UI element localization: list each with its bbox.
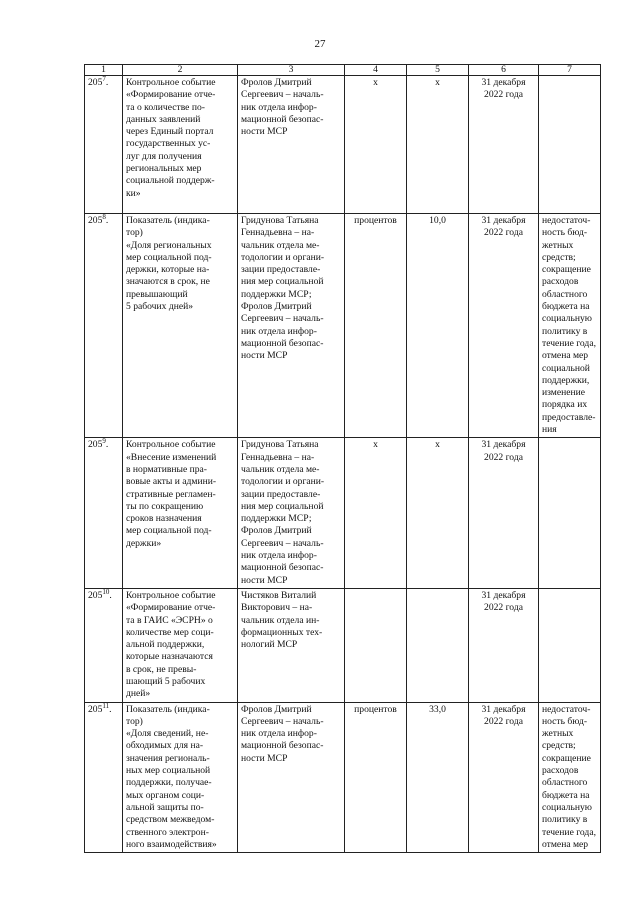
column-header: 3 <box>238 65 345 76</box>
deadline-cell-line: 31 декабря <box>481 589 526 601</box>
table-row <box>85 588 601 702</box>
responsible-person-line: Геннадьевна – на- <box>241 451 315 463</box>
event-description-line: Контрольное событие <box>126 77 216 88</box>
responsible-person-line: ности МСР <box>241 126 288 138</box>
responsible-person <box>238 214 345 438</box>
responsible-person-line: Чистяков Виталий <box>241 589 317 601</box>
event-description-line: Контрольное событие <box>126 589 216 601</box>
event-description-line: «Формирование отче- <box>126 602 216 614</box>
risk-cell-line: расходов <box>542 765 579 777</box>
risk-cell-line: средств; <box>542 251 576 263</box>
event-description-line: количестве мер соци- <box>126 626 214 638</box>
column-header: 4 <box>345 65 407 76</box>
event-description-line: «Формирование отче- <box>126 89 216 101</box>
risk-cell-line: предоставле- <box>542 411 596 423</box>
risk-cell-line: социальную <box>542 801 592 813</box>
event-description <box>123 588 238 702</box>
event-description-line: региональных мер <box>126 163 202 175</box>
event-description-line: «Доля региональных <box>126 239 212 251</box>
risk-cell-line: порядка их <box>542 399 588 411</box>
responsible-person-line: ния мер социальной <box>241 276 324 288</box>
row-number-dot: . <box>105 439 109 451</box>
responsible-person-line: тодологии и органи- <box>241 251 325 263</box>
responsible-person-line: ния мер социальной <box>241 500 324 512</box>
event-description-line: стративные регламен- <box>126 488 216 500</box>
risk-cell <box>539 702 601 853</box>
event-description-line: ки» <box>126 187 141 199</box>
deadline-cell-line: 2022 года <box>484 227 523 239</box>
event-description-line: шающий 5 рабочих <box>126 675 206 687</box>
risk-cell-line: политику в <box>542 814 588 826</box>
unit-cell: процентов <box>345 702 407 853</box>
event-description-line: мер социальной под- <box>126 251 212 263</box>
event-description-line: обходимых для на- <box>126 740 204 752</box>
row-number-dot: . <box>109 703 112 715</box>
row-number <box>85 702 123 853</box>
row-number-main: 205 <box>88 439 103 451</box>
row-number-superscript: 10 <box>102 588 110 596</box>
responsible-person-line: формационных тех- <box>241 626 323 638</box>
row-number-superscript: 11 <box>102 702 110 710</box>
risk-cell-line: ность бюд- <box>542 227 588 239</box>
event-description-line: альной поддержки, <box>126 639 205 651</box>
responsible-person-line: Сергеевич – началь- <box>241 89 324 101</box>
deadline-cell-line: 2022 года <box>484 602 523 614</box>
plan-table <box>84 64 601 853</box>
event-description-line: ного взаимодействия» <box>126 838 217 850</box>
risk-cell-line: недостаточ- <box>542 703 591 715</box>
table-row <box>85 702 601 853</box>
risk-cell-line: бюджета на <box>542 789 590 801</box>
responsible-person <box>238 76 345 214</box>
responsible-person-line: Викторович – на- <box>241 602 313 614</box>
responsible-person-line: зации предоставле- <box>241 264 321 276</box>
event-description-line: мых органом соци- <box>126 789 205 801</box>
row-number-main: 205 <box>88 77 103 88</box>
value-cell: 10,0 <box>407 214 469 438</box>
event-description-line: вовые акты и админи- <box>126 476 217 488</box>
value-cell: 33,0 <box>407 702 469 853</box>
unit-cell <box>345 588 407 702</box>
event-description-line: ты по сокращению <box>126 500 204 512</box>
event-description-line: Контрольное событие <box>126 439 216 451</box>
event-description <box>123 76 238 214</box>
risk-cell-line: сокращение <box>542 264 591 276</box>
responsible-person-line: ник отдела инфор- <box>241 101 317 113</box>
responsible-person-line: Геннадьевна – на- <box>241 227 315 239</box>
event-description-line: превышающий <box>126 288 188 300</box>
event-description-line: дней» <box>126 688 151 700</box>
row-number <box>85 76 123 214</box>
event-description-line: государственных ус- <box>126 138 211 150</box>
event-description-line: сроков назначения <box>126 513 202 525</box>
responsible-person-line: Фролов Дмитрий <box>241 77 312 88</box>
row-number-superscript: 9 <box>102 437 106 446</box>
risk-cell-line: бюджета на <box>542 301 590 313</box>
row-number-main: 205 <box>88 703 103 715</box>
column-header: 2 <box>123 65 238 76</box>
responsible-person-line: ник отдела инфор- <box>241 550 317 562</box>
responsible-person-line: ности МСР <box>241 752 288 764</box>
responsible-person-line: Сергеевич – началь- <box>241 715 324 727</box>
column-header: 5 <box>407 65 469 76</box>
deadline-cell-line: 31 декабря <box>481 439 526 451</box>
responsible-person-line: Фролов Дмитрий <box>241 703 312 715</box>
responsible-person-line: Фролов Дмитрий <box>241 301 312 313</box>
risk-cell-line: течение года, <box>542 826 596 838</box>
event-description-line: «Доля сведений, не- <box>126 728 209 740</box>
risk-cell-line: жетных <box>542 728 574 740</box>
event-description <box>123 702 238 853</box>
unit-cell: х <box>345 76 407 214</box>
risk-cell <box>539 76 601 214</box>
responsible-person-line: Сергеевич – началь- <box>241 313 324 325</box>
risk-cell-line: поддержки, <box>542 374 590 386</box>
event-description-line: Показатель (индика- <box>126 703 210 715</box>
event-description-line: поддержки, получае- <box>126 777 212 789</box>
row-number-superscript: 8 <box>102 213 106 221</box>
event-description <box>123 214 238 438</box>
risk-cell-line: сокращение <box>542 752 591 764</box>
event-description-line: мер социальной под- <box>126 525 212 537</box>
responsible-person <box>238 438 345 589</box>
deadline-cell <box>469 438 539 589</box>
deadline-cell <box>469 76 539 214</box>
responsible-person-line: Гридунова Татьяна <box>241 439 319 451</box>
value-cell: х <box>407 76 469 214</box>
event-description-line: держки, которые на- <box>126 264 210 276</box>
risk-cell <box>539 588 601 702</box>
unit-cell: х <box>345 438 407 589</box>
column-header: 7 <box>539 65 601 76</box>
column-header: 6 <box>469 65 539 76</box>
unit-cell: процентов <box>345 214 407 438</box>
table-row <box>85 438 601 589</box>
risk-cell-line: областного <box>542 777 588 789</box>
risk-cell-line: жетных <box>542 239 574 251</box>
responsible-person-line: чальник отдела ме- <box>241 463 320 475</box>
event-description-line: которые назначаются <box>126 651 213 663</box>
responsible-person-line: мационной безопас- <box>241 337 324 349</box>
row-number-main: 205 <box>88 215 103 226</box>
responsible-person-line: ности МСР <box>241 350 288 362</box>
event-description-line: данных заявлений <box>126 113 201 125</box>
risk-cell-line: ния <box>542 424 557 436</box>
column-header: 1 <box>85 65 123 76</box>
risk-cell-line: политику в <box>542 325 588 337</box>
event-description-line: луг для получения <box>126 150 202 162</box>
responsible-person-line: чальник отдела ме- <box>241 239 320 251</box>
responsible-person-line: поддержки МСР; <box>241 513 312 525</box>
responsible-person-line: мационной безопас- <box>241 740 324 752</box>
event-description-line: 5 рабочих дней» <box>126 301 194 313</box>
responsible-person-line: Гридунова Татьяна <box>241 215 319 226</box>
event-description-line: Показатель (индика- <box>126 215 210 226</box>
responsible-person-line: мационной безопас- <box>241 113 324 125</box>
event-description-line: значения региональ- <box>126 752 210 764</box>
table-row <box>85 214 601 438</box>
risk-cell <box>539 214 601 438</box>
risk-cell-line: изменение <box>542 387 586 399</box>
row-number-superscript: 7 <box>102 75 106 83</box>
row-number <box>85 438 123 589</box>
risk-cell-line: отмена мер <box>542 838 589 850</box>
value-cell: х <box>407 438 469 589</box>
responsible-person-line: Сергеевич – началь- <box>241 537 324 549</box>
event-description-line: социальной поддерж- <box>126 175 215 187</box>
row-number-dot: . <box>109 589 112 601</box>
responsible-person <box>238 702 345 853</box>
deadline-cell <box>469 588 539 702</box>
responsible-person-line: ности МСР <box>241 574 288 586</box>
value-cell <box>407 588 469 702</box>
row-number <box>85 588 123 702</box>
event-description-line: тор) <box>126 227 143 239</box>
responsible-person-line: зации предоставле- <box>241 488 321 500</box>
event-description-line: альной защиты по- <box>126 801 204 813</box>
risk-cell-line: отмена мер <box>542 350 589 362</box>
risk-cell-line: социальной <box>542 362 590 374</box>
event-description-line: в нормативные пра- <box>126 463 208 475</box>
event-description-line: та в ГАИС «ЭСРН» о <box>126 614 213 626</box>
risk-cell-line: расходов <box>542 276 579 288</box>
responsible-person-line: чальник отдела ин- <box>241 614 320 626</box>
event-description-line: ственного электрон- <box>126 826 209 838</box>
event-description-line: та о количестве по- <box>126 101 205 113</box>
responsible-person-line: мационной безопас- <box>241 562 324 574</box>
deadline-cell <box>469 214 539 438</box>
responsible-person <box>238 588 345 702</box>
header-row <box>85 65 601 76</box>
deadline-cell-line: 2022 года <box>484 451 523 463</box>
risk-cell-line: областного <box>542 288 588 300</box>
page-number: 27 <box>314 38 326 50</box>
responsible-person-line: поддержки МСР; <box>241 288 312 300</box>
risk-cell-line: социальную <box>542 313 592 325</box>
responsible-person-line: ник отдела инфор- <box>241 728 317 740</box>
responsible-person-line: нологий МСР <box>241 639 298 651</box>
event-description-line: в срок, не превы- <box>126 663 197 675</box>
deadline-cell-line: 31 декабря <box>481 215 526 226</box>
table-row <box>85 76 601 214</box>
event-description-line: средством межведом- <box>126 814 215 826</box>
responsible-person-line: ник отдела инфор- <box>241 325 317 337</box>
deadline-cell-line: 2022 года <box>484 715 523 727</box>
event-description-line: «Внесение изменений <box>126 451 217 463</box>
risk-cell-line: течение года, <box>542 337 596 349</box>
event-description <box>123 438 238 589</box>
deadline-cell-line: 31 декабря <box>481 77 526 88</box>
row-number-dot: . <box>105 215 109 226</box>
deadline-cell <box>469 702 539 853</box>
table-body <box>85 76 601 853</box>
deadline-cell-line: 2022 года <box>484 89 523 101</box>
deadline-cell-line: 31 декабря <box>481 703 526 715</box>
responsible-person-line: Фролов Дмитрий <box>241 525 312 537</box>
event-description-line: через Единый портал <box>126 126 214 138</box>
row-number-dot: . <box>105 77 109 88</box>
risk-cell <box>539 438 601 589</box>
row-number-main: 205 <box>88 589 103 601</box>
event-description-line: тор) <box>126 715 143 727</box>
event-description-line: держки» <box>126 537 162 549</box>
risk-cell-line: недостаточ- <box>542 215 591 226</box>
risk-cell-line: ность бюд- <box>542 715 588 727</box>
row-number <box>85 214 123 438</box>
event-description-line: значаются в срок, не <box>126 276 210 288</box>
event-description-line: ных мер социальной <box>126 765 211 777</box>
risk-cell-line: средств; <box>542 740 576 752</box>
responsible-person-line: тодологии и органи- <box>241 476 325 488</box>
